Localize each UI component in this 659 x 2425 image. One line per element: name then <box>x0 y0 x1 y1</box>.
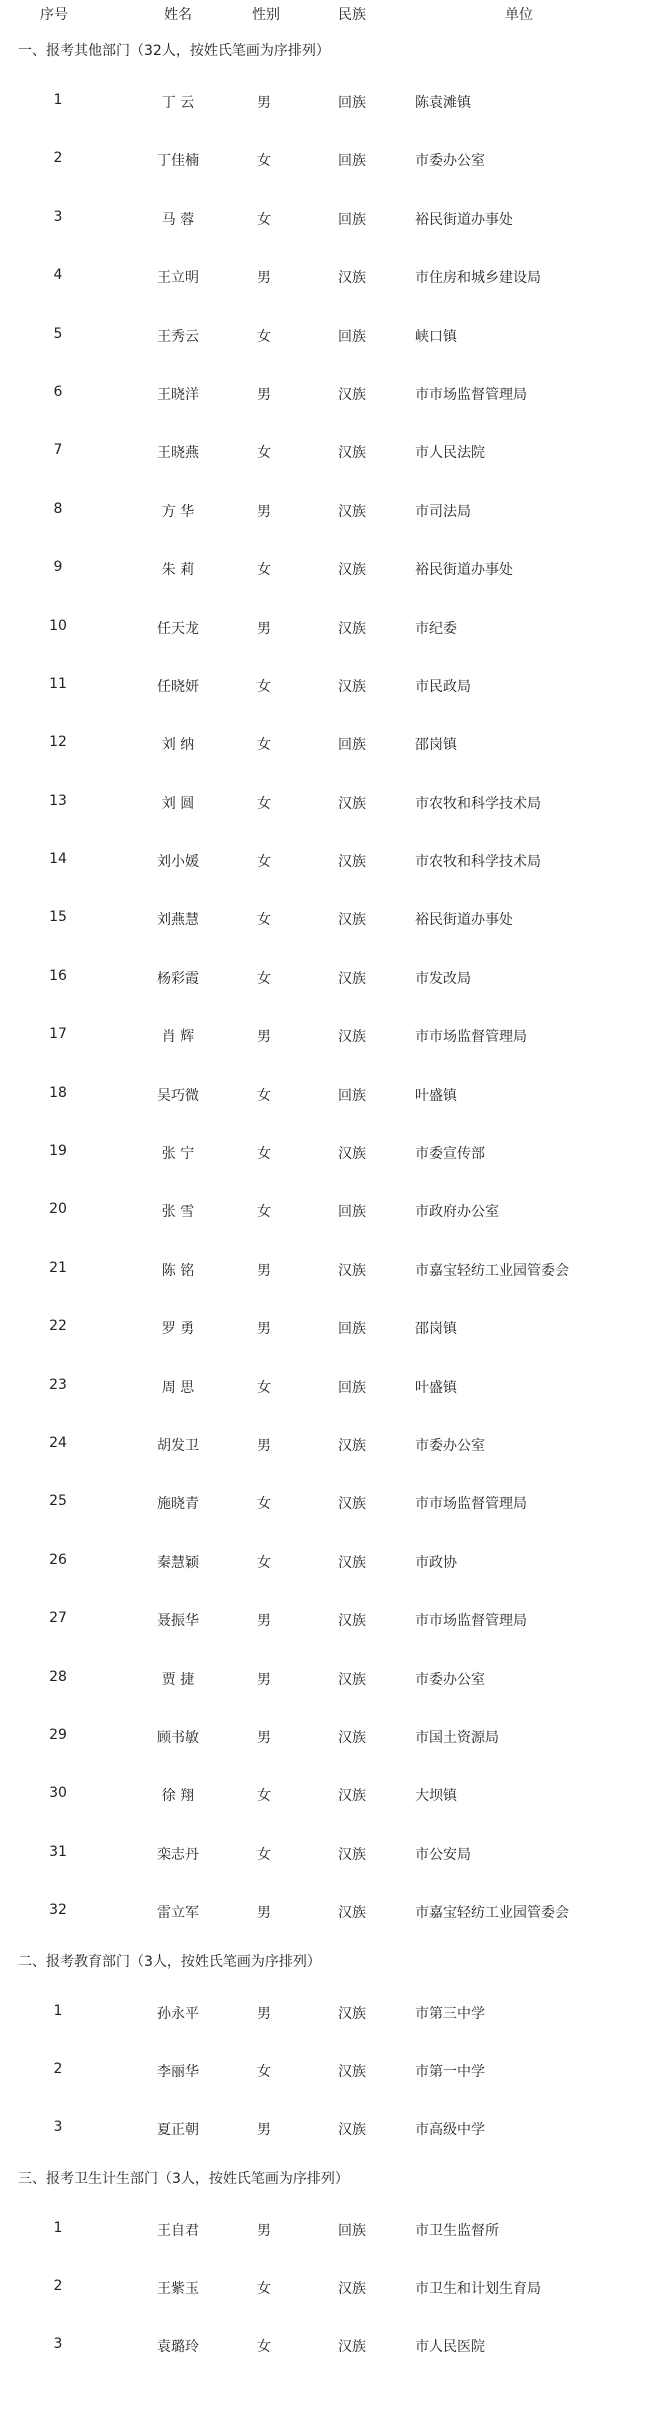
cell-ethnicity: 汉族 <box>338 1496 366 1513</box>
cell-no: 2 <box>53 2278 63 2295</box>
cell-name: 罗 勇 <box>161 1321 195 1338</box>
cell-ethnicity: 汉族 <box>338 1029 366 1046</box>
cell-name: 陈 铭 <box>161 1262 195 1279</box>
table-row <box>0 1707 659 1765</box>
table-row <box>0 130 659 188</box>
cell-ethnicity: 汉族 <box>338 854 366 871</box>
cell-unit: 大坝镇 <box>415 1788 457 1805</box>
cell-ethnicity: 汉族 <box>338 2281 366 2298</box>
cell-ethnicity: 汉族 <box>338 795 366 812</box>
cell-sex: 女 <box>257 1496 271 1513</box>
cell-sex: 男 <box>257 1437 271 1454</box>
cell-ethnicity: 回族 <box>338 1321 366 1338</box>
cell-unit: 邵岗镇 <box>415 1321 457 1338</box>
table-row <box>0 539 659 597</box>
table-row <box>0 948 659 1006</box>
cell-unit: 市市场监督管理局 <box>415 1496 527 1513</box>
table-row <box>0 598 659 656</box>
cell-ethnicity: 汉族 <box>338 445 366 462</box>
section-title: 三、报考卫生计生部门（3人，按姓氏笔画为序排列） <box>18 2170 349 2187</box>
cell-ethnicity: 回族 <box>338 211 366 228</box>
header-ethnicity: 民族 <box>338 7 366 23</box>
table-row <box>0 773 659 831</box>
cell-name: 施晓青 <box>157 1496 199 1513</box>
cell-name: 胡发卫 <box>157 1437 199 1454</box>
cell-name: 任天龙 <box>157 620 199 637</box>
cell-sex: 男 <box>257 1671 271 1688</box>
cell-sex: 男 <box>257 1262 271 1279</box>
cell-ethnicity: 汉族 <box>338 562 366 579</box>
cell-name: 刘小媛 <box>157 854 199 871</box>
cell-ethnicity: 汉族 <box>338 1905 366 1922</box>
cell-sex: 女 <box>257 2281 271 2298</box>
cell-ethnicity: 回族 <box>338 328 366 345</box>
cell-name: 吴巧微 <box>157 1087 199 1104</box>
cell-sex: 男 <box>257 1729 271 1746</box>
cell-name: 孙永平 <box>157 2005 199 2022</box>
cell-unit: 市人民医院 <box>415 2339 485 2356</box>
cell-name: 张 宁 <box>161 1146 195 1163</box>
cell-sex: 女 <box>257 1788 271 1805</box>
table-row <box>0 1824 659 1882</box>
cell-sex: 女 <box>257 1146 271 1163</box>
cell-ethnicity: 回族 <box>338 737 366 754</box>
cell-name: 夏正朝 <box>157 2122 199 2139</box>
table-row <box>0 1473 659 1531</box>
cell-ethnicity: 汉族 <box>338 270 366 287</box>
cell-name: 马 蓉 <box>161 211 195 228</box>
cell-no: 13 <box>49 792 67 809</box>
cell-ethnicity: 汉族 <box>338 1729 366 1746</box>
cell-unit: 裕民街道办事处 <box>415 562 513 579</box>
cell-name: 王立明 <box>157 270 199 287</box>
table-row <box>0 1298 659 1356</box>
cell-unit: 市政协 <box>415 1554 457 1571</box>
cell-name: 王晓燕 <box>157 445 199 462</box>
cell-unit: 市司法局 <box>415 503 471 520</box>
cell-sex: 女 <box>257 2339 271 2356</box>
cell-ethnicity: 汉族 <box>338 1613 366 1630</box>
table-row <box>0 1649 659 1707</box>
cell-name: 顾书敏 <box>157 1729 199 1746</box>
cell-sex: 女 <box>257 1554 271 1571</box>
cell-no: 10 <box>49 617 67 634</box>
cell-sex: 男 <box>257 2222 271 2239</box>
cell-unit: 市卫生监督所 <box>415 2222 499 2239</box>
cell-sex: 女 <box>257 1204 271 1221</box>
cell-name: 贾 捷 <box>161 1671 195 1688</box>
cell-sex: 女 <box>257 737 271 754</box>
cell-ethnicity: 汉族 <box>338 386 366 403</box>
header-name: 姓名 <box>164 7 192 23</box>
cell-no: 30 <box>49 1785 67 1802</box>
cell-no: 22 <box>49 1318 67 1335</box>
cell-unit: 市高级中学 <box>415 2122 485 2139</box>
section-title: 二、报考教育部门（3人，按姓氏笔画为序排列） <box>18 1953 321 1970</box>
cell-name: 朱 莉 <box>161 562 195 579</box>
cell-no: 9 <box>53 559 63 576</box>
cell-name: 徐 翔 <box>161 1788 195 1805</box>
cell-name: 丁佳楠 <box>157 153 199 170</box>
cell-name: 王自君 <box>157 2222 199 2239</box>
cell-sex: 女 <box>257 1087 271 1104</box>
cell-sex: 女 <box>257 970 271 987</box>
cell-sex: 女 <box>257 1846 271 1863</box>
table-row <box>0 1415 659 1473</box>
cell-sex: 女 <box>257 795 271 812</box>
cell-no: 7 <box>53 442 63 459</box>
cell-no: 18 <box>49 1084 67 1101</box>
cell-name: 方 华 <box>161 503 195 520</box>
cell-sex: 女 <box>257 912 271 929</box>
cell-unit: 市市场监督管理局 <box>415 1613 527 1630</box>
cell-ethnicity: 汉族 <box>338 503 366 520</box>
cell-unit: 叶盛镇 <box>415 1087 457 1104</box>
cell-no: 19 <box>49 1143 67 1160</box>
cell-unit: 市嘉宝轻纺工业园管委会 <box>415 1905 569 1922</box>
table-row <box>0 1532 659 1590</box>
cell-no: 6 <box>53 383 63 400</box>
cell-ethnicity: 汉族 <box>338 1671 366 1688</box>
cell-unit: 邵岗镇 <box>415 737 457 754</box>
cell-ethnicity: 汉族 <box>338 678 366 695</box>
cell-unit: 市委办公室 <box>415 153 485 170</box>
table-row <box>0 1590 659 1648</box>
table-row <box>0 247 659 305</box>
table-row <box>0 1181 659 1239</box>
cell-unit: 市住房和城乡建设局 <box>415 270 541 287</box>
cell-ethnicity: 汉族 <box>338 970 366 987</box>
cell-no: 1 <box>53 92 63 108</box>
header-unit: 单位 <box>505 7 533 23</box>
cell-sex: 男 <box>257 503 271 520</box>
table-row <box>0 1983 659 2041</box>
cell-unit: 市纪委 <box>415 620 457 637</box>
cell-no: 14 <box>49 851 67 868</box>
cell-ethnicity: 汉族 <box>338 1554 366 1571</box>
cell-unit: 陈袁滩镇 <box>415 95 471 111</box>
cell-ethnicity: 汉族 <box>338 1262 366 1279</box>
cell-no: 15 <box>49 909 67 926</box>
table-header <box>0 0 659 30</box>
cell-sex: 男 <box>257 386 271 403</box>
cell-unit: 市农牧和科学技术局 <box>415 795 541 812</box>
cell-unit: 裕民街道办事处 <box>415 211 513 228</box>
table-row <box>0 656 659 714</box>
cell-ethnicity: 汉族 <box>338 2005 366 2022</box>
cell-sex: 女 <box>257 211 271 228</box>
table-row <box>0 831 659 889</box>
cell-ethnicity: 回族 <box>338 1204 366 1221</box>
cell-unit: 市国土资源局 <box>415 1729 499 1746</box>
section <box>0 2158 659 2375</box>
cell-unit: 市委宣传部 <box>415 1146 485 1163</box>
cell-sex: 男 <box>257 1613 271 1630</box>
cell-no: 1 <box>53 2002 63 2019</box>
cell-no: 20 <box>49 1201 67 1218</box>
cell-name: 聂振华 <box>157 1613 199 1630</box>
cell-name: 任晓妍 <box>157 678 199 695</box>
table-row <box>0 2200 659 2258</box>
table-row <box>0 1765 659 1823</box>
table-row <box>0 2041 659 2099</box>
cell-sex: 女 <box>257 328 271 345</box>
section-title: 一、报考其他部门（32人，按姓氏笔画为序排列） <box>18 43 330 59</box>
table-row <box>0 481 659 539</box>
cell-no: 28 <box>49 1668 67 1685</box>
cell-sex: 女 <box>257 153 271 170</box>
cell-no: 26 <box>49 1551 67 1568</box>
cell-unit: 市政府办公室 <box>415 1204 499 1221</box>
cell-name: 袁璐玲 <box>157 2339 199 2356</box>
table-row <box>0 1882 659 1940</box>
cell-sex: 男 <box>257 2005 271 2022</box>
cell-name: 李丽华 <box>157 2063 199 2080</box>
cell-unit: 市人民法院 <box>415 445 485 462</box>
cell-ethnicity: 汉族 <box>338 1846 366 1863</box>
table-row <box>0 72 659 130</box>
table-row <box>0 1240 659 1298</box>
cell-name: 雷立军 <box>157 1905 199 1922</box>
table-row <box>0 1006 659 1064</box>
cell-name: 王秀云 <box>157 328 199 345</box>
cell-ethnicity: 汉族 <box>338 2339 366 2356</box>
cell-no: 25 <box>49 1493 67 1510</box>
cell-ethnicity: 汉族 <box>338 1788 366 1805</box>
cell-ethnicity: 汉族 <box>338 2063 366 2080</box>
cell-unit: 市委办公室 <box>415 1437 485 1454</box>
table-row <box>0 1123 659 1181</box>
cell-name: 周 思 <box>161 1379 195 1396</box>
cell-no: 12 <box>49 734 67 751</box>
section <box>0 1941 659 2158</box>
cell-name: 王晓洋 <box>157 386 199 403</box>
cell-sex: 女 <box>257 562 271 579</box>
table-row <box>0 422 659 480</box>
header-sex: 性别 <box>252 7 280 23</box>
cell-sex: 女 <box>257 2063 271 2080</box>
cell-no: 24 <box>49 1434 67 1451</box>
table-row <box>0 1065 659 1123</box>
cell-sex: 男 <box>257 1321 271 1338</box>
cell-unit: 市嘉宝轻纺工业园管委会 <box>415 1262 569 1279</box>
cell-name: 刘燕慧 <box>157 912 199 929</box>
table-row <box>0 2258 659 2316</box>
cell-ethnicity: 汉族 <box>338 620 366 637</box>
cell-unit: 市农牧和科学技术局 <box>415 854 541 871</box>
cell-no: 2 <box>53 2060 63 2077</box>
cell-no: 2 <box>53 150 63 167</box>
cell-sex: 女 <box>257 445 271 462</box>
cell-unit: 市第一中学 <box>415 2063 485 2080</box>
cell-no: 21 <box>49 1259 67 1276</box>
cell-no: 3 <box>53 208 63 225</box>
cell-unit: 市发改局 <box>415 970 471 987</box>
cell-sex: 男 <box>257 95 271 111</box>
cell-no: 31 <box>49 1843 67 1860</box>
cell-unit: 市市场监督管理局 <box>415 1029 527 1046</box>
cell-ethnicity: 回族 <box>338 1379 366 1396</box>
cell-sex: 女 <box>257 1379 271 1396</box>
cell-no: 1 <box>53 2219 63 2236</box>
cell-unit: 市卫生和计划生育局 <box>415 2281 541 2298</box>
cell-no: 27 <box>49 1610 67 1627</box>
table-row <box>0 889 659 947</box>
cell-no: 16 <box>49 967 67 984</box>
cell-unit: 市公安局 <box>415 1846 471 1863</box>
cell-sex: 男 <box>257 2122 271 2139</box>
cell-name: 秦慧颖 <box>157 1554 199 1571</box>
cell-name: 栾志丹 <box>157 1846 199 1863</box>
cell-ethnicity: 回族 <box>338 153 366 170</box>
sections-container <box>0 30 659 2375</box>
cell-no: 32 <box>49 1902 67 1919</box>
cell-no: 11 <box>49 675 67 692</box>
table-row <box>0 189 659 247</box>
table-row <box>0 2316 659 2374</box>
cell-sex: 男 <box>257 1029 271 1046</box>
cell-no: 3 <box>53 2336 63 2353</box>
cell-no: 29 <box>49 1726 67 1743</box>
cell-unit: 市委办公室 <box>415 1671 485 1688</box>
cell-ethnicity: 汉族 <box>338 2122 366 2139</box>
cell-ethnicity: 汉族 <box>338 912 366 929</box>
section <box>0 30 659 1941</box>
cell-ethnicity: 汉族 <box>338 1437 366 1454</box>
cell-no: 8 <box>53 500 63 517</box>
cell-no: 23 <box>49 1376 67 1393</box>
cell-name: 张 雪 <box>161 1204 195 1221</box>
cell-ethnicity: 汉族 <box>338 1146 366 1163</box>
cell-sex: 女 <box>257 678 271 695</box>
cell-unit: 市市场监督管理局 <box>415 386 527 403</box>
cell-unit: 裕民街道办事处 <box>415 912 513 929</box>
cell-unit: 市民政局 <box>415 678 471 695</box>
cell-name: 杨彩霞 <box>157 970 199 987</box>
cell-name: 丁 云 <box>161 95 195 111</box>
cell-ethnicity: 回族 <box>338 1087 366 1104</box>
table-row <box>0 364 659 422</box>
cell-no: 5 <box>53 325 63 342</box>
cell-no: 17 <box>49 1026 67 1043</box>
table-row <box>0 306 659 364</box>
table-row <box>0 714 659 772</box>
table-row <box>0 1357 659 1415</box>
table-row <box>0 2099 659 2157</box>
cell-sex: 男 <box>257 270 271 287</box>
cell-unit: 峡口镇 <box>415 328 457 345</box>
cell-sex: 男 <box>257 1905 271 1922</box>
cell-no: 4 <box>53 267 63 284</box>
cell-name: 肖 辉 <box>161 1029 195 1046</box>
header-no: 序号 <box>40 7 68 23</box>
cell-sex: 女 <box>257 854 271 871</box>
cell-name: 刘 纳 <box>161 737 195 754</box>
cell-sex: 男 <box>257 620 271 637</box>
cell-ethnicity: 回族 <box>338 2222 366 2239</box>
cell-unit: 叶盛镇 <box>415 1379 457 1396</box>
cell-no: 3 <box>53 2119 63 2136</box>
cell-ethnicity: 回族 <box>338 95 366 111</box>
cell-name: 王紫玉 <box>157 2281 199 2298</box>
cell-name: 刘 圆 <box>161 795 195 812</box>
cell-unit: 市第三中学 <box>415 2005 485 2022</box>
